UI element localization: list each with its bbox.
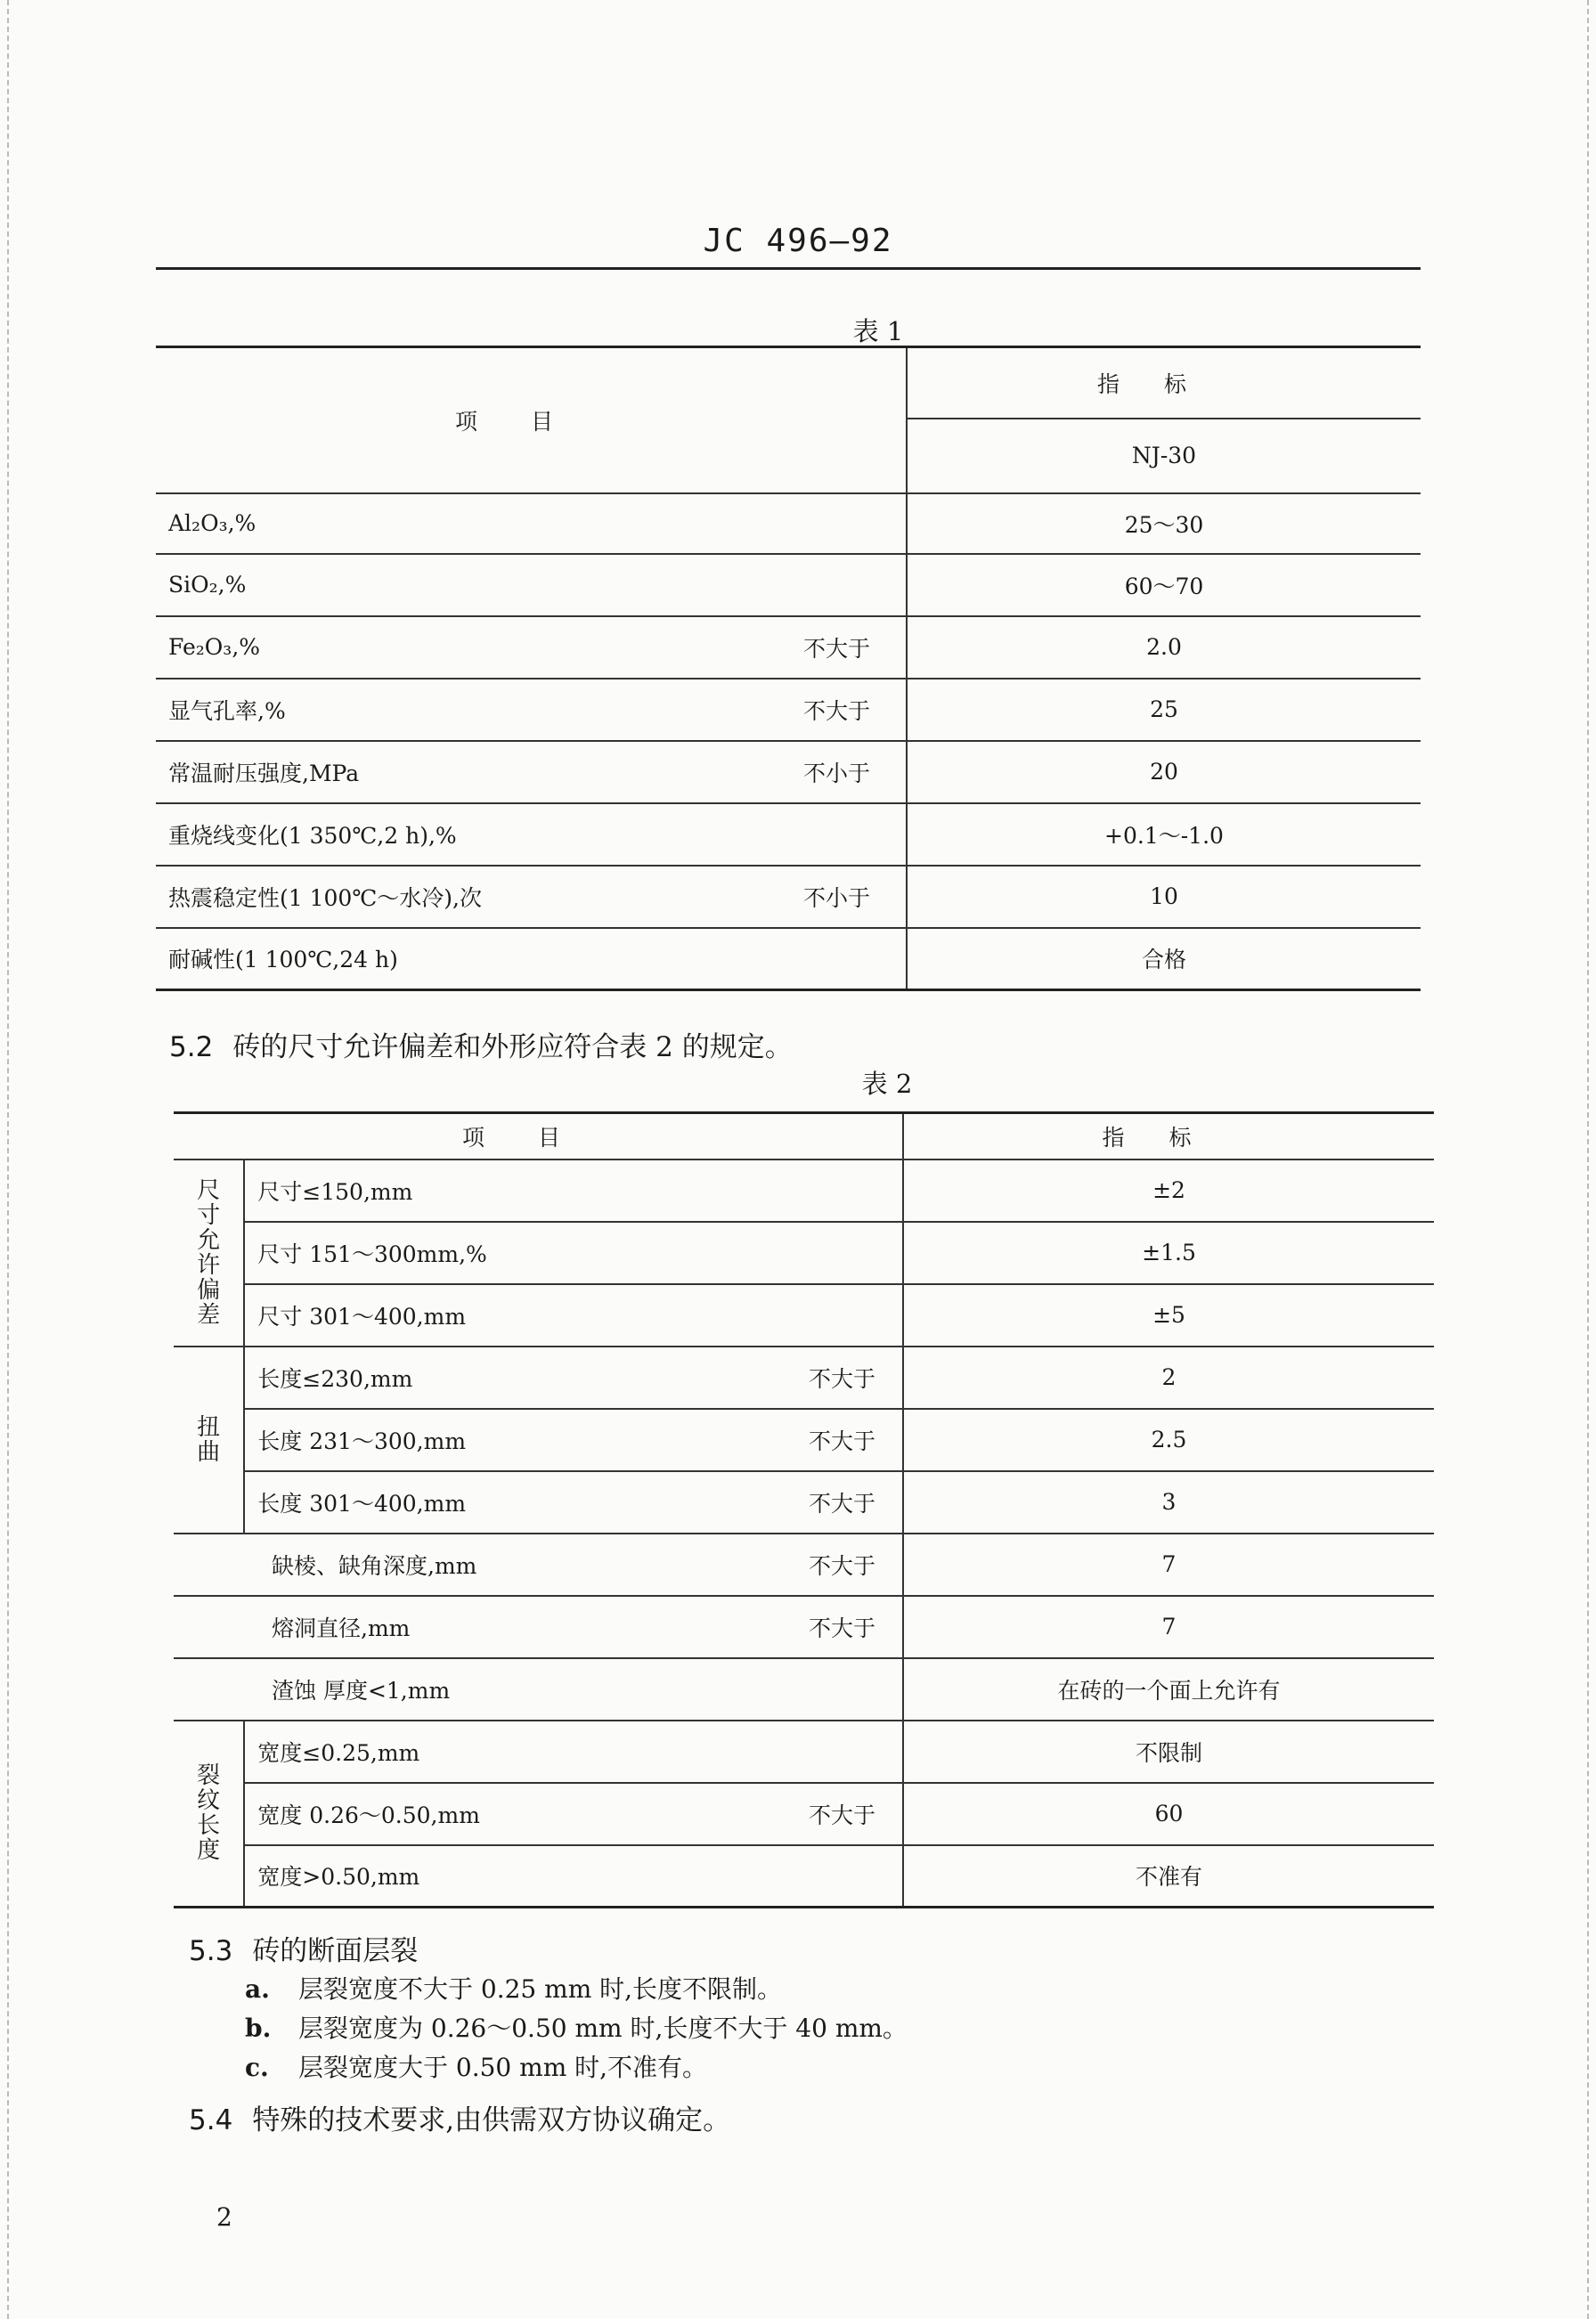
row-value: ±2: [903, 1160, 1434, 1222]
table-row: [174, 1596, 1434, 1658]
row-label: 尺寸 301～400,mm: [244, 1284, 903, 1347]
row-value: 25～30: [907, 493, 1421, 554]
table1-caption: 表 1: [852, 316, 904, 346]
group-dimension-tolerance: 尺寸允许偏差: [174, 1160, 244, 1347]
row-value: +0.1～-1.0: [907, 803, 1421, 866]
section-text: 特殊的技术要求,由供需双方协议确定。: [252, 2104, 731, 2136]
row-value: 7: [903, 1534, 1434, 1596]
table-row: [156, 554, 1421, 616]
row-label: 渣蚀 厚度<1,mm: [174, 1658, 903, 1721]
row-value: 20: [907, 741, 1421, 803]
group-warp: 扭曲: [174, 1347, 244, 1534]
row-qualifier: 不大于: [729, 1471, 903, 1534]
row-label: 熔洞直径,mm: [174, 1596, 729, 1658]
row-label: 宽度>0.50,mm: [244, 1845, 903, 1908]
row-qualifier: [680, 928, 907, 990]
row-value: 7: [903, 1596, 1434, 1658]
row-value: 2.0: [907, 616, 1421, 679]
table-row: [156, 866, 1421, 928]
row-value: 2: [903, 1347, 1434, 1409]
row-qualifier: 不大于: [680, 616, 907, 679]
row-label: 显气孔率,%: [156, 679, 680, 741]
row-value: 合格: [907, 928, 1421, 990]
table-row: [174, 1409, 1434, 1471]
table-row: [174, 1160, 1434, 1222]
table1-header-grade: NJ-30: [907, 419, 1421, 493]
section-text: 砖的尺寸允许偏差和外形应符合表 2 的规定。: [232, 1031, 793, 1063]
row-value: ±5: [903, 1284, 1434, 1347]
table-row: [156, 741, 1421, 803]
row-label: 重烧线变化(1 350℃,2 h),%: [156, 803, 680, 866]
row-value: 60～70: [907, 554, 1421, 616]
section-number: 5.4: [189, 2104, 233, 2136]
row-value: 10: [907, 866, 1421, 928]
table-row: [174, 1845, 1434, 1908]
row-label: SiO₂,%: [156, 554, 680, 616]
table-row: [174, 1658, 1434, 1721]
section-number: 5.2: [169, 1031, 214, 1063]
section-5-4: [189, 2097, 730, 2137]
row-label: 常温耐压强度,MPa: [156, 741, 680, 803]
row-value: ±1.5: [903, 1222, 1434, 1284]
table-row: [156, 493, 1421, 554]
table2-header-item: 项目: [174, 1113, 903, 1160]
table-row: [174, 1721, 1434, 1783]
row-label: 长度 301～400,mm: [244, 1471, 729, 1534]
row-label: 长度≤230,mm: [244, 1347, 729, 1409]
table-row: [174, 1347, 1434, 1409]
table-row: [156, 679, 1421, 741]
header-rule: [156, 267, 1421, 270]
row-value: 60: [903, 1783, 1434, 1845]
row-label: 热震稳定性(1 100℃～水冷),次: [156, 866, 680, 928]
row-label: Fe₂O₃,%: [156, 616, 680, 679]
row-value: 在砖的一个面上允许有: [903, 1658, 1434, 1721]
row-qualifier: 不大于: [729, 1783, 903, 1845]
list-item: a. 层裂宽度不大于 0.25 mm 时,长度不限制。: [245, 1974, 783, 2004]
row-value: 不限制: [903, 1721, 1434, 1783]
row-value: 2.5: [903, 1409, 1434, 1471]
row-value: 不准有: [903, 1845, 1434, 1908]
table-row: [156, 616, 1421, 679]
row-qualifier: [680, 493, 907, 554]
row-label: 宽度 0.26～0.50,mm: [244, 1783, 729, 1845]
table1-header-indicator: 指标: [907, 347, 1421, 419]
page-number: 2: [216, 2202, 232, 2232]
row-qualifier: 不大于: [729, 1596, 903, 1658]
row-qualifier: [680, 554, 907, 616]
row-label: 缺棱、缺角深度,mm: [174, 1534, 729, 1596]
table-row: [174, 1471, 1434, 1534]
table-row: [174, 1534, 1434, 1596]
row-label: 耐碱性(1 100℃,24 h): [156, 928, 680, 990]
table2-caption: 表 2: [861, 1069, 913, 1099]
table-row: [174, 1222, 1434, 1284]
row-label: Al₂O₃,%: [156, 493, 680, 554]
row-label: 尺寸≤150,mm: [244, 1160, 903, 1222]
list-item: c. 层裂宽度大于 0.50 mm 时,不准有。: [245, 2053, 708, 2082]
standard-code: JC 496—92: [703, 223, 893, 259]
row-value: 3: [903, 1471, 1434, 1534]
table-row: [174, 1783, 1434, 1845]
list-item: b. 层裂宽度为 0.26～0.50 mm 时,长度不大于 40 mm。: [245, 2014, 908, 2043]
row-qualifier: 不大于: [729, 1534, 903, 1596]
table2: [174, 1111, 1434, 1908]
scan-margin-line: [7, 0, 9, 2319]
row-label: 宽度≤0.25,mm: [244, 1721, 903, 1783]
table-row: [174, 1284, 1434, 1347]
row-qualifier: 不小于: [680, 741, 907, 803]
row-qualifier: 不大于: [729, 1409, 903, 1471]
table-row: [156, 803, 1421, 866]
table-row: [156, 928, 1421, 990]
section-5-2: [169, 1024, 793, 1064]
table2-header-indicator: 指标: [903, 1113, 1434, 1160]
section-text: 砖的断面层裂: [252, 1935, 419, 1967]
row-label: 长度 231～300,mm: [244, 1409, 729, 1471]
row-qualifier: [680, 803, 907, 866]
table1: [156, 346, 1421, 991]
row-qualifier: 不大于: [680, 679, 907, 741]
section-number: 5.3: [189, 1935, 233, 1967]
row-qualifier: 不小于: [680, 866, 907, 928]
group-crack-length: 裂纹长度: [174, 1721, 244, 1908]
row-label: 尺寸 151～300mm,%: [244, 1222, 903, 1284]
table1-header-item: 项目: [156, 347, 907, 493]
row-value: 25: [907, 679, 1421, 741]
section-5-3: [189, 1928, 418, 1968]
row-qualifier: 不大于: [729, 1347, 903, 1409]
